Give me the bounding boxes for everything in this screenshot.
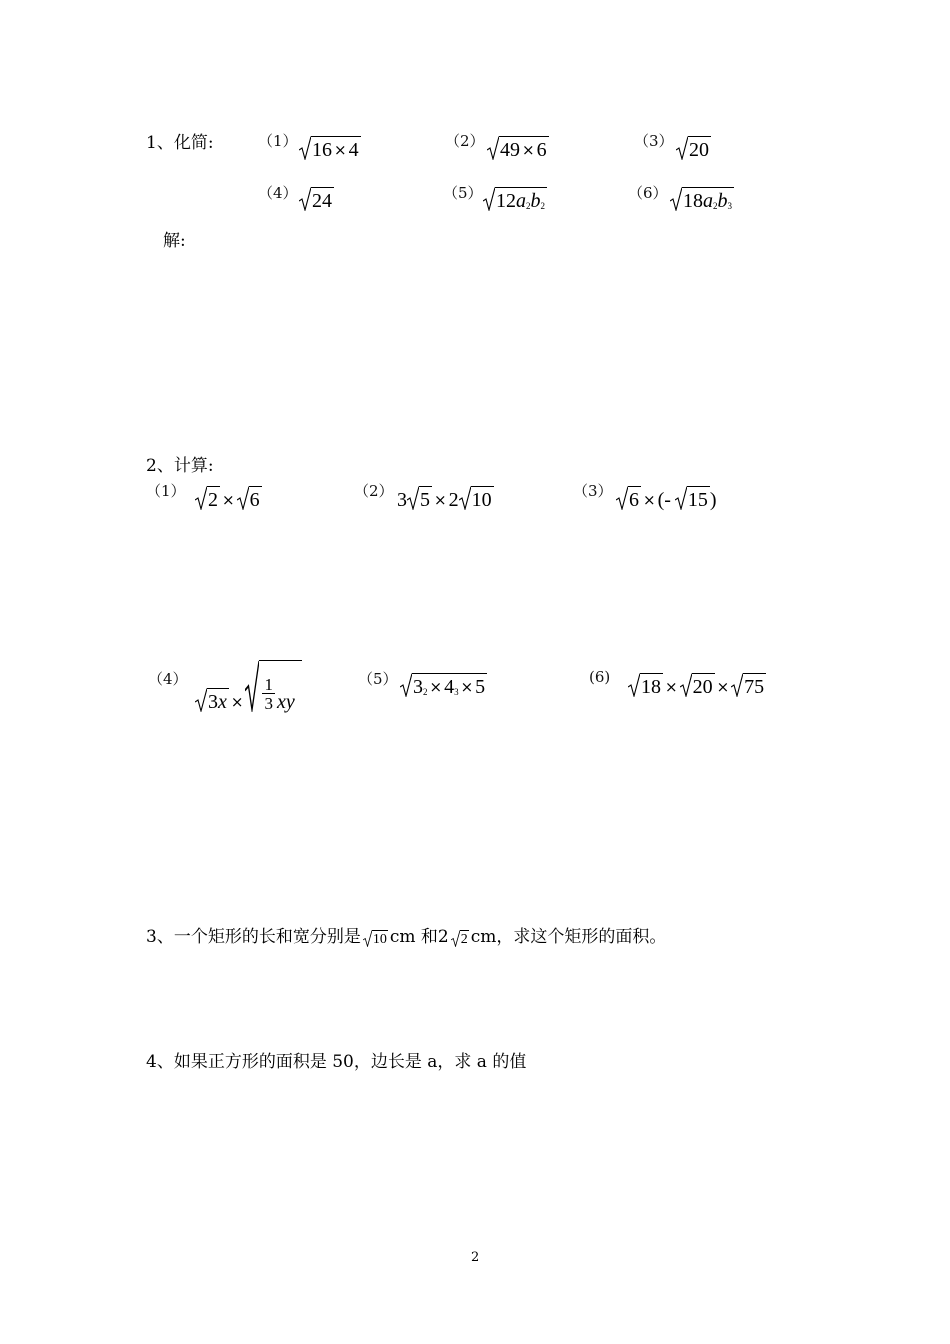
radical-icon — [680, 673, 692, 697]
q2-label: 2、计算: — [146, 456, 214, 476]
radical-icon — [400, 673, 412, 697]
radical-icon — [670, 187, 682, 211]
q1-item-5-number: （5） — [443, 184, 483, 202]
page-number: 2 — [471, 1250, 480, 1265]
q3-suffix: cm，求这个矩形的面积。 — [470, 927, 667, 947]
q3-width-value: 2 — [460, 932, 468, 947]
q2-item-5-number: （5） — [358, 670, 398, 688]
radical-icon — [675, 486, 687, 510]
q1-label: 1、化简: — [146, 133, 214, 153]
q3-prefix: 3、一个矩形的长和宽分别是 — [146, 927, 361, 947]
q2-item-3-number: （3） — [573, 482, 613, 500]
q3-text — [146, 922, 666, 947]
radical-icon — [616, 486, 628, 510]
q1-item-3-expression: 20 — [676, 136, 711, 160]
radical-icon — [407, 486, 419, 510]
q2-item-6-number: (6) — [589, 668, 611, 686]
q4-text: 4、如果正方形的面积是 50，边长是 a，求 a 的值 — [146, 1052, 527, 1072]
radical-icon — [245, 660, 259, 712]
q1-item-3-number: （3） — [634, 132, 674, 150]
radical-icon — [487, 136, 499, 160]
q1-item-2-expression: 49 × 6 — [487, 136, 549, 160]
radical-icon — [731, 673, 743, 697]
q1-item-5-expression: 12 a $_2$ b $_2$ — [483, 187, 547, 211]
radical-icon — [628, 673, 640, 697]
q2-item-3-expression: 6 × (- 15 ) — [616, 486, 717, 510]
q2-item-6-expression: 18 × 20 × 75 — [628, 673, 766, 697]
radical-icon — [451, 930, 460, 947]
radical-icon — [195, 688, 207, 712]
radical-icon — [459, 486, 471, 510]
q1-solution-label: 解: — [163, 231, 186, 251]
q3-width-expression — [451, 930, 469, 947]
radical-icon — [299, 187, 311, 211]
radical-icon — [483, 187, 495, 211]
radical-icon — [299, 136, 311, 160]
q1-item-6-expression: 18 a $_2$ b $_3$ — [670, 187, 734, 211]
q2-item-5-expression: 3 2 × 4 $_3$ × 5 — [400, 673, 487, 697]
q2-item-2-number: （2） — [354, 482, 394, 500]
q1-item-4-number: （4） — [258, 184, 298, 202]
radical-icon — [676, 136, 688, 160]
q2-item-4-number: （4） — [148, 670, 188, 688]
radical-icon — [363, 930, 372, 947]
q2-item-2-expression: 3 5 × 2 10 — [397, 486, 494, 510]
q3-unit1: cm 和 — [389, 927, 438, 947]
q3-width-coef: 2 — [437, 927, 449, 947]
radical-icon — [195, 486, 207, 510]
q2-item-4-expression: 3 x × $\frac{1}{3}$ xy — [195, 660, 302, 712]
q3-length-expression — [363, 930, 388, 947]
q2-item-1-number: （1） — [146, 482, 186, 500]
q1-item-1-number: （1） — [258, 132, 298, 150]
q1-item-2-number: （2） — [445, 132, 485, 150]
q1-item-1-expression: 16 × 4 — [299, 136, 361, 160]
q1-item-6-number: （6） — [628, 184, 668, 202]
radical-icon — [237, 486, 249, 510]
q3-length-value: 10 — [372, 932, 387, 947]
q2-item-1-expression: 2 × 6 — [195, 486, 262, 510]
q1-item-4-expression: 24 — [299, 187, 334, 211]
